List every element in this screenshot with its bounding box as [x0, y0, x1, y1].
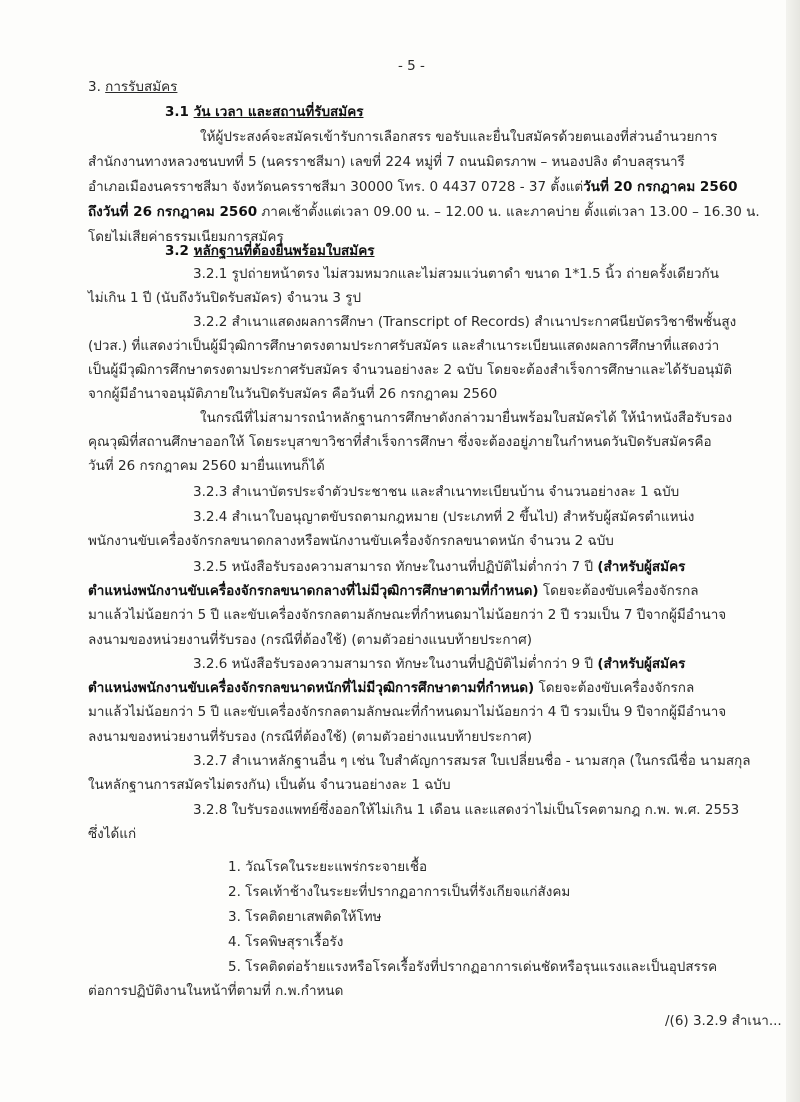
- text-segment: มาแล้วไม่น้อยกว่า 5 ปี และขับเครื่องจักรกลตามลักษณะที่กำหนดมาไม่น้อยกว่า 4 ปี รวมเป็น 9 ปีจากผู้มีอำนาจ: [88, 704, 727, 720]
- scan-edge: [786, 0, 800, 1102]
- text-line: [88, 581, 699, 601]
- text-segment: สำนักงานทางหลวงชนบทที่ 5 (นครราชสีมา) เลขที่ 224 หมู่ที่ 7 ถนนมิตรภาพ – หนองปลิง ตำบลสุรนารี: [88, 154, 685, 170]
- text-segment: 3.: [88, 79, 106, 95]
- text-segment: ให้ผู้ประสงค์จะสมัครเข้ารับการเลือกสรร ขอรับและยื่นใบสมัครด้วยตนเองที่ส่วนอำนวยการ: [200, 129, 718, 145]
- text-segment: (ปวส.) ที่แสดงว่าเป็นผู้มีวุฒิการศึกษาตรงตามประกาศรับสมัคร และสำเนาระเบียนแสดงผลการศึกษาที่แสดงว่า: [88, 338, 720, 354]
- text-line: [200, 127, 717, 147]
- text-line: [193, 507, 694, 527]
- text-segment: ในกรณีที่ไม่สามารถนำหลักฐานการศึกษาดังกล่าวมายื่นพร้อมใบสมัครได้ ให้นำหนังสือรับรอง: [200, 410, 733, 426]
- text-line: [193, 654, 685, 674]
- bold-text: วันที่ 20 กรกฎาคม 2560: [583, 179, 738, 195]
- text-segment: 3.2.1 รูปถ่ายหน้าตรง ไม่สวมหมวกและไม่สวมแว่นตาดำ ขนาด 1*1.5 นิ้ว ถ่ายครั้งเดียวกัน: [193, 266, 719, 282]
- text-line: [665, 1011, 782, 1031]
- text-segment: ภาคเช้าตั้งแต่เวลา 09.00 น. – 12.00 น. และภาคบ่าย ตั้งแต่เวลา 13.00 – 16.30 น.: [257, 204, 760, 220]
- text-line: [228, 932, 343, 952]
- text-line: [88, 456, 325, 476]
- text-segment: 3.2.4 สำเนาใบอนุญาตขับรถตามกฎหมาย (ประเภทที่ 2 ขึ้นไป) สำหรับผู้สมัครตำแหน่ง: [193, 509, 695, 525]
- text-line: [193, 800, 739, 820]
- text-segment: มาแล้วไม่น้อยกว่า 5 ปี และขับเครื่องจักรกลตามลักษณะที่กำหนดมาไม่น้อยกว่า 2 ปี รวมเป็น 7 ปีจากผู้มีอำนาจ: [88, 607, 727, 623]
- bold-text: 3.1: [165, 104, 194, 120]
- text-line: [88, 630, 532, 650]
- text-line: [165, 241, 374, 261]
- text-segment: การรับสมัคร: [105, 79, 178, 95]
- bold-text: วัน เวลา และสถานที่รับสมัคร: [193, 104, 364, 120]
- text-line: [88, 727, 532, 747]
- text-line: [228, 907, 382, 927]
- bold-text: หลักฐานที่ต้องยื่นพร้อมใบสมัคร: [193, 243, 375, 259]
- text-line: [193, 751, 751, 771]
- bold-text: ถึงวันที่ 26 กรกฎาคม 2560: [88, 204, 258, 220]
- text-segment: 1. วัณโรคในระยะแพร่กระจายเชื้อ: [228, 859, 428, 875]
- text-segment: โดยจะต้องขับเครื่องจักรกล: [538, 583, 699, 599]
- text-line: [193, 312, 736, 332]
- text-line: [228, 957, 717, 977]
- text-segment: จากผู้มีอำนาจอนุมัติภายในวันปิดรับสมัคร คือวันที่ 26 กรกฎาคม 2560: [88, 386, 498, 402]
- text-line: [88, 77, 177, 97]
- text-segment: โดยไม่เสียค่าธรรมเนียมการสมัคร: [88, 229, 284, 245]
- text-segment: โดยจะต้องขับเครื่องจักรกล: [534, 680, 695, 696]
- text-line: [88, 152, 685, 172]
- text-line: [193, 482, 679, 502]
- bold-text: ตำแหน่งพนักงานขับเครื่องจักรกลขนาดกลางที่ไม่มีวุฒิการศึกษาตามที่กำหนด): [88, 583, 539, 599]
- bold-text: (สำหรับผู้สมัคร: [597, 656, 686, 672]
- text-segment: ไม่เกิน 1 ปี (นับถึงวันปิดรับสมัคร) จำนวน 3 รูป: [88, 290, 362, 306]
- text-line: [88, 981, 343, 1001]
- text-segment: ลงนามของหน่วยงานที่รับรอง (กรณีที่ต้องใช้) (ตามตัวอย่างแนบท้ายประกาศ): [88, 632, 532, 648]
- text-segment: วันที่ 26 กรกฎาคม 2560 มายื่นแทนก็ได้: [88, 458, 325, 474]
- text-segment: 3.2.2 สำเนาแสดงผลการศึกษา (Transcript of Records) สำเนาประกาศนียบัตรวิชาชีพชั้นสูง: [193, 314, 737, 330]
- text-line: [88, 288, 361, 308]
- text-line: [88, 432, 712, 452]
- text-segment: ในหลักฐานการสมัครไม่ตรงกัน) เป็นต้น จำนวนอย่างละ 1 ฉบับ: [88, 777, 451, 793]
- text-segment: 3.2.5 หนังสือรับรองความสามารถ ทักษะในงานที่ปฏิบัติไม่ต่ำกว่า 7 ปี: [193, 559, 598, 575]
- text-segment: พนักงานขับเครื่องจักรกลขนาดกลางหรือพนักงานขับเครื่องจักรกลขนาดหนัก จำนวน 2 ฉบับ: [88, 533, 614, 549]
- bold-text: (สำหรับผู้สมัคร: [597, 559, 686, 575]
- text-line: [88, 531, 614, 551]
- text-line: [88, 202, 760, 222]
- text-line: [88, 678, 694, 698]
- text-segment: 3.2.7 สำเนาหลักฐานอื่น ๆ เช่น ใบสำคัญการสมรส ใบเปลี่ยนชื่อ - นามสกุล (ในกรณีชื่อ นามสกุล: [193, 753, 751, 769]
- text-segment: 3. โรคติดยาเสพติดให้โทษ: [228, 909, 382, 925]
- page-number: - 5 -: [398, 58, 425, 74]
- text-line: [88, 824, 136, 844]
- text-line: [88, 775, 451, 795]
- text-line: [88, 702, 726, 722]
- text-segment: 5. โรคติดต่อร้ายแรงหรือโรคเรื้อรังที่ปรากฏอาการเด่นชัดหรือรุนแรงและเป็นอุปสรรค: [228, 959, 718, 975]
- text-line: [193, 557, 685, 577]
- text-line: [88, 605, 726, 625]
- text-segment: 4. โรคพิษสุราเรื้อรัง: [228, 934, 344, 950]
- text-segment: 3.2.6 หนังสือรับรองความสามารถ ทักษะในงานที่ปฏิบัติไม่ต่ำกว่า 9 ปี: [193, 656, 598, 672]
- text-line: [88, 177, 738, 197]
- text-segment: 3.2.8 ใบรับรองแพทย์ซึ่งออกให้ไม่เกิน 1 เดือน และแสดงว่าไม่เป็นโรคตามกฎ ก.พ. พ.ศ. 2553: [193, 802, 740, 818]
- text-line: [88, 336, 719, 356]
- text-line: [193, 264, 719, 284]
- bold-text: 3.2: [165, 243, 194, 259]
- text-segment: ต่อการปฏิบัติงานในหน้าที่ตามที่ ก.พ.กำหนด: [88, 983, 344, 999]
- text-line: [88, 384, 497, 404]
- text-line: [228, 857, 427, 877]
- text-segment: 3.2.3 สำเนาบัตรประจำตัวประชาชน และสำเนาทะเบียนบ้าน จำนวนอย่างละ 1 ฉบับ: [193, 484, 680, 500]
- text-segment: ลงนามของหน่วยงานที่รับรอง (กรณีที่ต้องใช้) (ตามตัวอย่างแนบท้ายประกาศ): [88, 729, 532, 745]
- text-line: [165, 102, 363, 122]
- text-line: [88, 360, 732, 380]
- text-segment: เป็นผู้มีวุฒิการศึกษาตรงตามประกาศรับสมัคร จำนวนอย่างละ 2 ฉบับ โดยจะต้องสำเร็จการศึกษาและได้รับอนุมัติ: [88, 362, 733, 378]
- text-segment: 2. โรคเท้าช้างในระยะที่ปรากฏอาการเป็นที่รังเกียจแก่สังคม: [228, 884, 571, 900]
- text-segment: ซึ่งได้แก่: [88, 826, 137, 842]
- text-line: [228, 882, 570, 902]
- text-line: [200, 408, 732, 428]
- text-segment: อำเภอเมืองนครราชสีมา จังหวัดนครราชสีมา 30000 โทร. 0 4437 0728 - 37 ตั้งแต่: [88, 179, 584, 195]
- text-segment: /(6) 3.2.9 สำเนา...: [665, 1013, 782, 1029]
- bold-text: ตำแหน่งพนักงานขับเครื่องจักรกลขนาดหนักที่ไม่มีวุฒิการศึกษาตามที่กำหนด): [88, 680, 535, 696]
- text-segment: คุณวุฒิที่สถานศึกษาออกให้ โดยระบุสาขาวิชาที่สำเร็จการศึกษา ซึ่งจะต้องอยู่ภายในกำหนดวันปิดรับสมัครคือ: [88, 434, 712, 450]
